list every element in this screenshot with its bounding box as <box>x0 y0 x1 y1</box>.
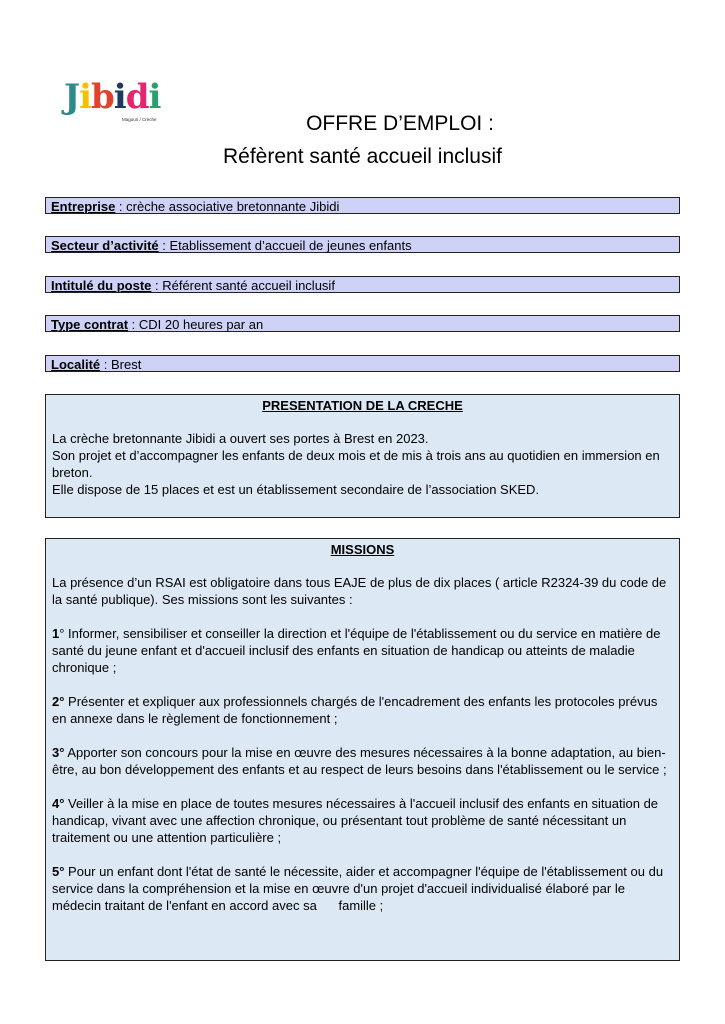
mission-number: 4° <box>52 796 65 811</box>
field-value: : CDI 20 heures par an <box>128 317 264 332</box>
logo-letter: i <box>113 77 126 117</box>
field-label: Entreprise <box>51 199 116 214</box>
field-value: : crèche associative bretonnante Jibidi <box>115 199 340 214</box>
mission-item <box>52 744 673 778</box>
field-label: Type contrat <box>51 317 129 332</box>
mission-text: ° Informer, sensibiliser et conseiller la direction et l'équipe de l'établissement ou du service en matière de santé du jeune enfant et d'accueil inclusif des enfants en situation de handicap ou atteints de maladie chronique ; <box>52 626 661 675</box>
missions-heading: MISSIONS <box>330 542 395 557</box>
logo-letter: i <box>79 77 92 117</box>
logo-letter: i <box>148 77 161 117</box>
logo-letter: J <box>64 77 80 117</box>
presentation-line: La crèche bretonnante Jibidi a ouvert ses portes à Brest en 2023. <box>52 431 429 446</box>
field-value: : Etablissement d’accueil de jeunes enfants <box>158 238 412 253</box>
presentation-line: Son projet et d’accompagner les enfants de deux mois et de mis à trois ans au quotidien en immersion en breton. <box>52 448 660 480</box>
logo-subtitle: Magouri / Crèche <box>122 117 157 122</box>
field-contrat <box>45 315 680 332</box>
page-title: OFFRE D’EMPLOI : <box>306 112 494 135</box>
field-value: : Brest <box>100 357 142 372</box>
mission-number: 1 <box>52 626 60 641</box>
logo-letter: d <box>125 77 149 117</box>
logo-wordmark <box>64 77 161 117</box>
mission-item <box>52 863 673 914</box>
field-intitule <box>45 276 680 293</box>
field-entreprise <box>45 197 680 214</box>
job-title: Réfèrent santé accueil inclusif <box>223 145 502 168</box>
mission-item <box>52 795 673 846</box>
field-label: Localité <box>51 357 101 372</box>
mission-text: Pour un enfant dont l'état de santé le nécessite, aider et accompagner l'équipe de l'établissement ou du service dans la compréhension et la mise en œuvre d'un projet d'accueil individualisé élaboré par le médecin traitant de l'enfant en accord avec sa famille ; <box>52 864 667 913</box>
field-secteur <box>45 236 680 253</box>
mission-text: Veiller à la mise en place de toutes mesures nécessaires à l'accueil inclusif des enfants en situation de handicap, vivant avec une affection chronique, ou présentant tout problème de santé nécessitant un traitement ou une attention particulière ; <box>52 796 659 845</box>
field-value: : Référent santé accueil inclusif <box>151 278 335 293</box>
presentation-line: Elle dispose de 15 places et est un établissement secondaire de l’association SKED. <box>52 482 540 497</box>
field-localite <box>45 355 680 372</box>
logo-letter: b <box>91 77 114 117</box>
mission-number: 2° <box>52 694 65 709</box>
field-label: Intitulé du poste <box>51 278 152 293</box>
presentation-section <box>45 394 680 518</box>
missions-section <box>45 538 680 961</box>
field-label: Secteur d’activité <box>51 238 159 253</box>
mission-number: 3° <box>52 745 65 760</box>
mission-item <box>52 693 673 727</box>
mission-text: Présenter et expliquer aux professionnels chargés de l'encadrement des enfants les protocoles prévus en annexe dans le règlement de fonctionnement ; <box>52 694 658 726</box>
presentation-heading: PRESENTATION DE LA CRECHE <box>262 398 463 413</box>
mission-number: 5° <box>52 864 65 879</box>
mission-item <box>52 625 673 676</box>
missions-intro: La présence d’un RSAI est obligatoire dans tous EAJE de plus de dix places ( article R2324-39 du code de la santé publique). Ses missions sont les suivantes : <box>52 575 667 607</box>
mission-text: Apporter son concours pour la mise en œuvre des mesures nécessaires à la bonne adaptation, au bien-être, au bon développement des enfants et au respect de leurs besoins dans l'établissement ou le service ; <box>52 745 667 777</box>
